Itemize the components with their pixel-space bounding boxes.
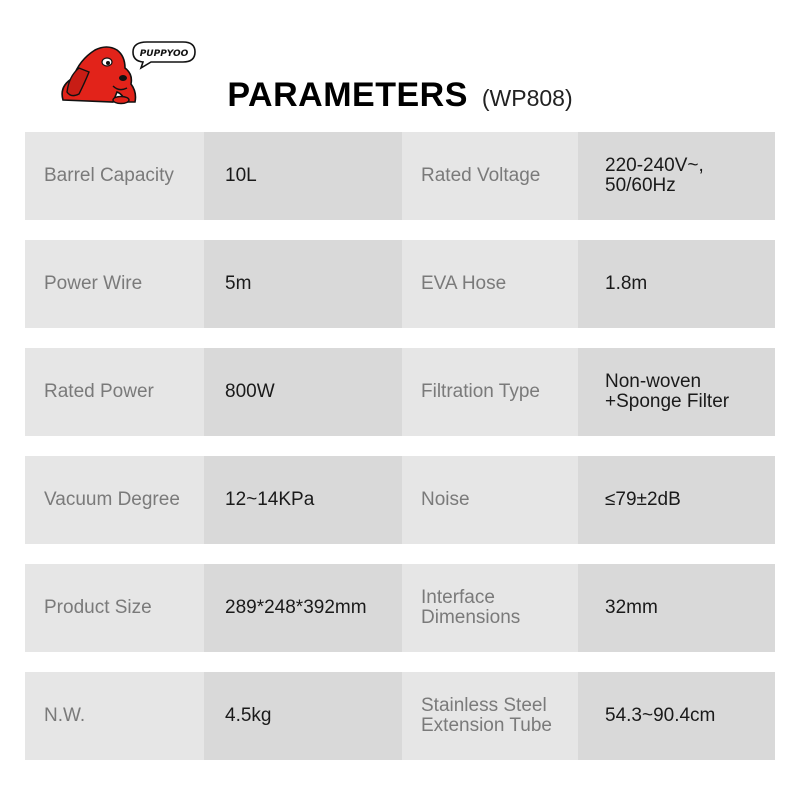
param-label [402,456,578,544]
param-value-text: 12~14KPa [225,489,315,511]
param-label [25,564,204,652]
param-value-text: ≤79±2dB [605,489,681,511]
param-label-text: Rated Voltage [421,165,541,187]
param-label-text: N.W. [44,705,86,727]
param-value-text: 800W [225,381,275,403]
table-row [25,240,775,328]
param-label [402,240,578,328]
param-label-text: Filtration Type [421,381,540,403]
param-value [578,672,775,760]
param-label-text: EVA Hose [421,273,507,295]
param-value [204,456,402,544]
param-label [25,672,204,760]
param-label-text: Stainless Steel Extension Tube [421,695,552,736]
param-value [204,132,402,220]
param-value [578,456,775,544]
param-value-text: 1.8m [605,273,648,295]
model-number: (WP808) [481,85,573,111]
param-label [402,564,578,652]
param-value [578,240,775,328]
param-value-text: 32mm [605,597,658,619]
param-label-text: Vacuum Degree [44,489,180,511]
table-row [25,348,775,436]
param-label-text: Barrel Capacity [44,165,174,187]
param-label [25,132,204,220]
title-text: PARAMETERS [227,76,468,114]
param-label [25,240,204,328]
param-label-text: Rated Power [44,381,154,403]
param-label-text: Product Size [44,597,152,619]
param-label [25,348,204,436]
param-label-text: Interface Dimensions [421,587,521,628]
param-value-text: Non-woven +Sponge Filter [605,371,730,412]
table-row [25,456,775,544]
param-value [204,564,402,652]
param-value-text: 5m [225,273,252,295]
table-row [25,564,775,652]
param-label [402,348,578,436]
brand-name: PUPPYOO [139,49,189,59]
param-label [402,132,578,220]
param-label-text: Power Wire [44,273,143,295]
table-row [25,132,775,220]
param-value [204,240,402,328]
param-label [25,456,204,544]
param-value [578,564,775,652]
param-value-text: 289*248*392mm [225,597,367,619]
param-value [578,348,775,436]
param-value-text: 4.5kg [225,705,272,727]
param-value-text: 220-240V~, 50/60Hz [605,155,704,196]
param-value-text: 54.3~90.4cm [605,705,716,727]
param-label [402,672,578,760]
param-value-text: 10L [225,165,257,187]
param-label-text: Noise [421,489,470,511]
param-value [204,348,402,436]
param-value [204,672,402,760]
table-row [25,672,775,760]
parameters-table [25,132,775,760]
page-title [0,76,800,115]
param-value [578,132,775,220]
